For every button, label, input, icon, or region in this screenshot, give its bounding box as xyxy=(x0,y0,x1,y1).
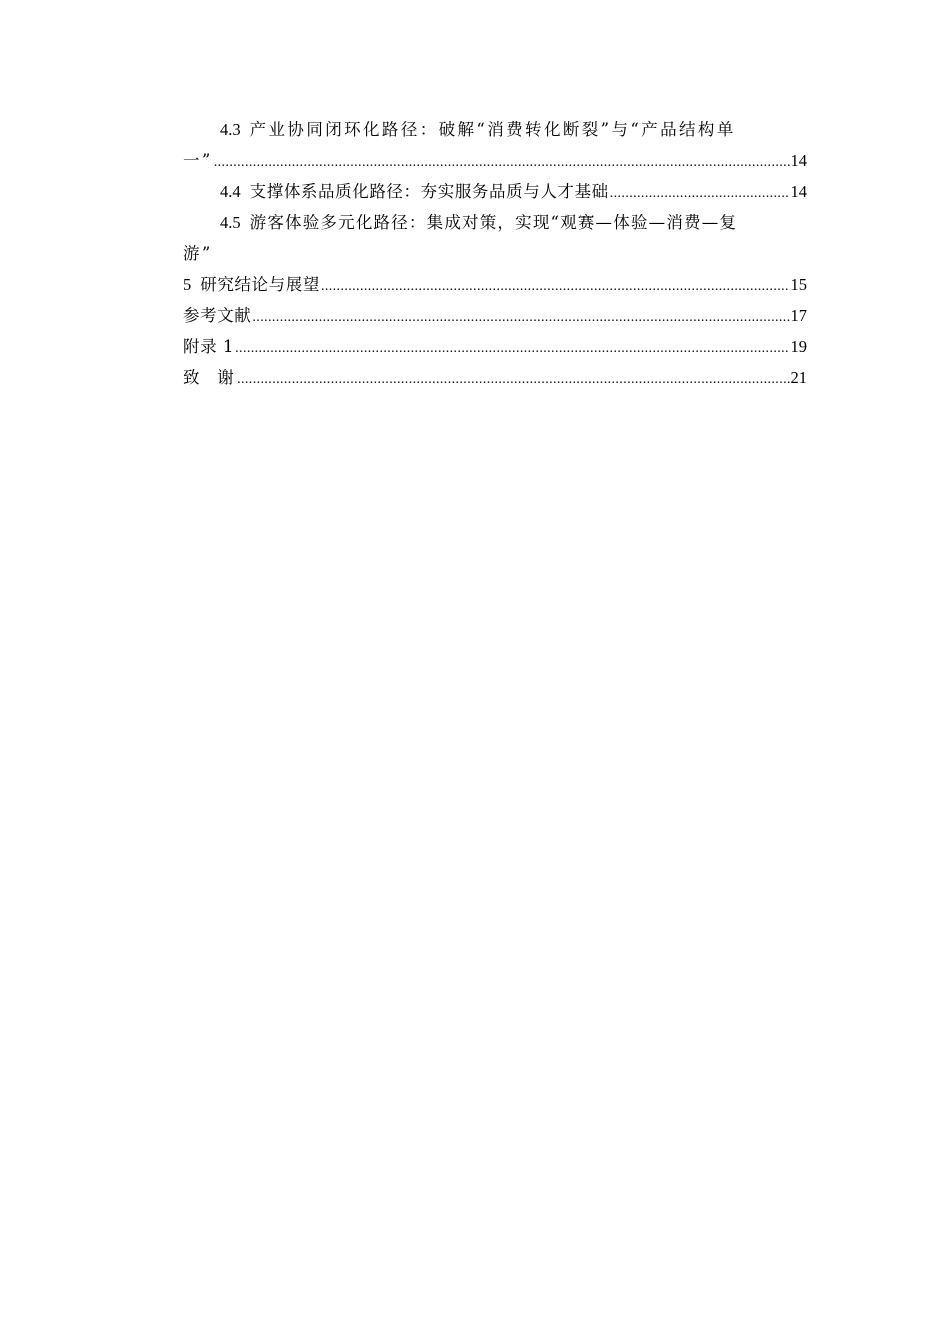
toc-entry-4-5-line2[interactable] xyxy=(183,238,807,269)
toc-page-number: 15 xyxy=(790,275,807,294)
toc-title: 产业协同闭环化路径：破解“消费转化断裂”与“产品结构单 xyxy=(249,120,736,139)
toc-number: 4.3 xyxy=(220,120,241,139)
toc-number: 5 xyxy=(183,275,192,294)
toc-entry-4-4[interactable] xyxy=(183,176,807,207)
toc-leader-dots xyxy=(610,178,790,209)
toc-leader-dots xyxy=(235,333,789,364)
toc-title: 支撑体系品质化路径：夯实服务品质与人才基础 xyxy=(249,182,609,201)
toc-title: 研究结论与展望 xyxy=(200,275,320,294)
toc-leader-dots xyxy=(237,364,789,395)
toc-title: 游客体验多元化路径：集成对策，实现“观赛—体验—消费—复 xyxy=(249,213,738,232)
toc-title: 致 谢 xyxy=(183,368,237,387)
toc-entry-5[interactable] xyxy=(183,269,807,300)
toc-entry-4-3-line1[interactable] xyxy=(183,114,807,145)
toc-leader-dots xyxy=(321,271,790,302)
toc-entry-appendix[interactable] xyxy=(183,331,807,362)
toc-number: 4.4 xyxy=(220,182,241,201)
toc-entry-4-5-line1[interactable] xyxy=(183,207,807,238)
toc-entry-references[interactable] xyxy=(183,300,807,331)
toc-title-continued: 游” xyxy=(183,244,213,263)
toc-entry-acknowledgements[interactable] xyxy=(183,362,807,393)
toc-page-number: 19 xyxy=(790,337,807,356)
toc-title-continued: 一” xyxy=(183,151,213,170)
toc-title: 参考文献 xyxy=(183,306,252,325)
toc-page-number: 21 xyxy=(790,368,807,387)
toc-page-number: 17 xyxy=(790,306,807,325)
toc-page-number: 14 xyxy=(790,151,807,170)
toc-title: 附录 1 xyxy=(183,337,235,356)
toc-number: 4.5 xyxy=(220,213,241,232)
table-of-contents xyxy=(183,114,807,393)
toc-entry-4-3-line2[interactable] xyxy=(183,145,807,176)
toc-leader-dots xyxy=(252,302,789,333)
toc-leader-dots xyxy=(214,147,790,178)
toc-page-number: 14 xyxy=(790,182,807,201)
